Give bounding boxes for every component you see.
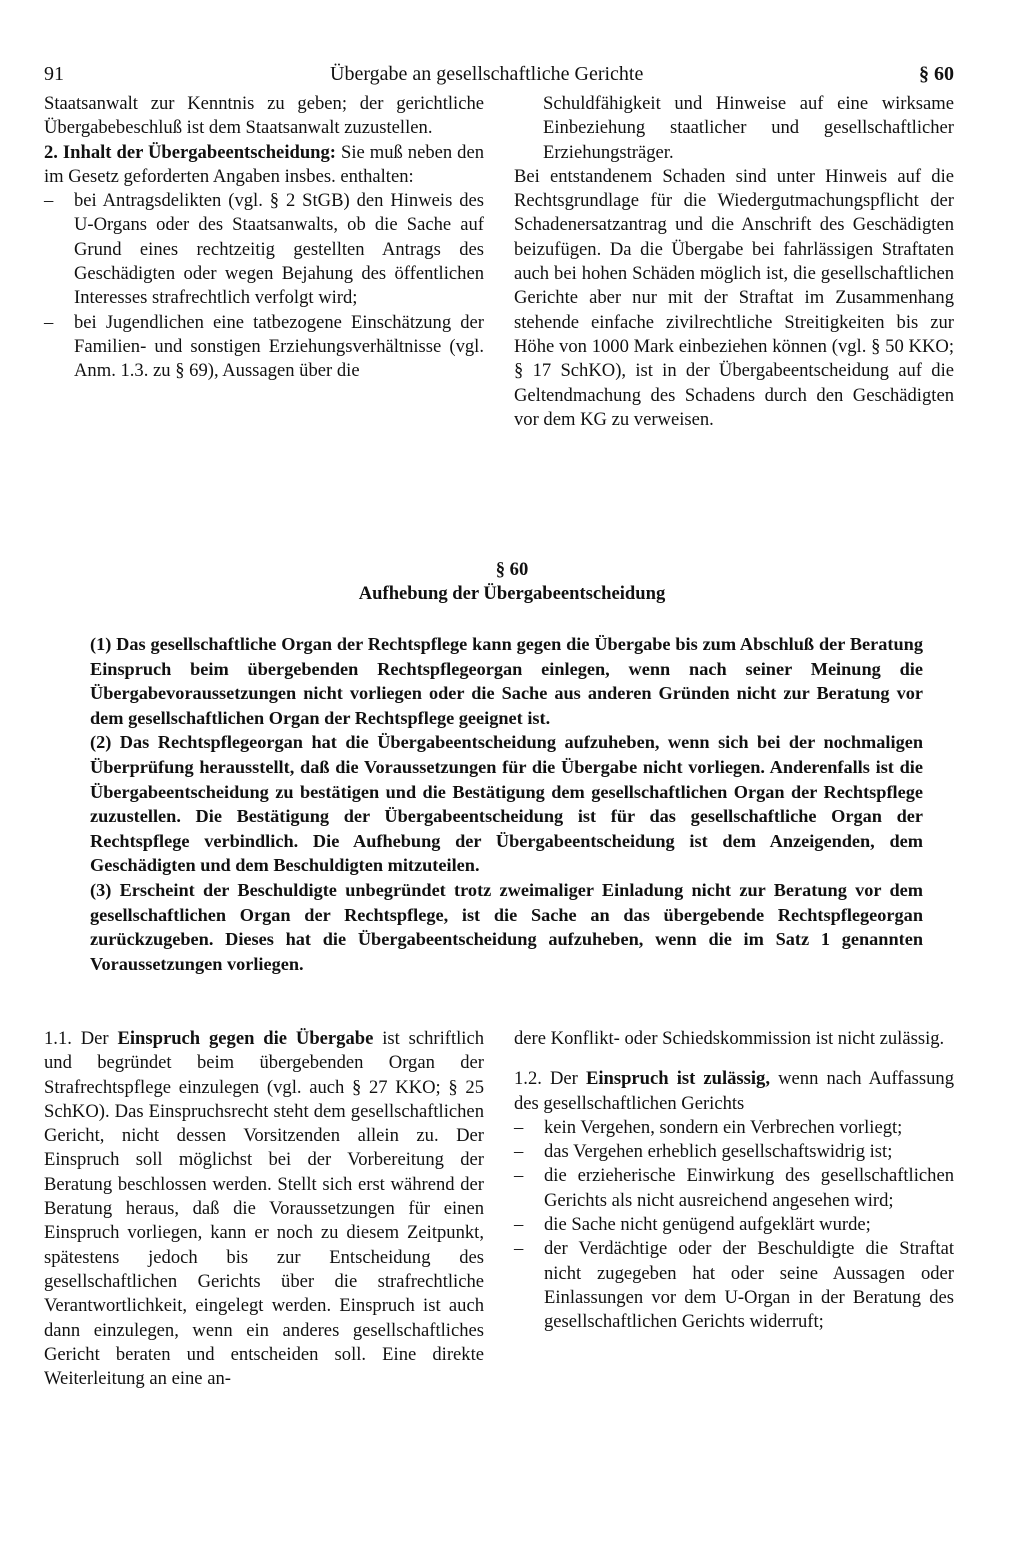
column-top-right <box>514 92 954 432</box>
list-item: – die erzieherische Einwirkung des gesellschaftlichen Gerichts als nicht ausreichend angesehen wird; <box>514 1164 954 1213</box>
dash-list <box>514 1116 954 1335</box>
column-bottom-right <box>514 1027 954 1335</box>
dash-list <box>44 189 484 383</box>
item-2-heading: 2. Inhalt der Übergabeentscheidung: <box>44 141 336 163</box>
note-keyword: Einspruch gegen die Übergabe <box>117 1028 374 1049</box>
note-text: wenn nach Auffassung des gesellschaftlichen Gerichts <box>514 1068 954 1114</box>
list-item: – bei Jugendlichen eine tatbezogene Einschätzung der Familien- und sonstigen Erziehungsverhältnisse (vgl. Anm. 1.3. zu § 69), Aussagen über die <box>44 311 484 384</box>
spacer <box>514 1051 954 1067</box>
paragraph-1-1 <box>44 1027 484 1391</box>
list-item: – kein Vergehen, sondern ein Verbrechen vorliegt; <box>514 1116 954 1140</box>
note-text: Der <box>541 1068 586 1090</box>
list-item: – die Sache nicht genügend aufgeklärt wurde; <box>514 1213 954 1237</box>
section-title: Aufhebung der Übergabeentscheidung <box>358 583 666 604</box>
paragraph-item-2 <box>44 141 484 190</box>
item-2-text: Sie muß neben den im Gesetz geforderten Angaben insbes. enthalten: <box>44 141 485 187</box>
page-number: 91 <box>44 63 64 85</box>
statute-paragraph-1: (1) Das gesellschaftliche Organ der Rechtspflege kann gegen die Übergabe bis zum Abschluß der Beratung Einspruch beim übergebenden Rechtspflegeorgan einlegen, wenn nach seiner Meinung die Übergabevoraussetzungen nicht vorliegen oder die Sache aus anderen Gründen nicht zur Beratung vor dem gesellschaftlichen Organ der Rechtspflege geeignet ist. <box>90 634 923 728</box>
running-title: Übergabe an gesellschaftliche Gerichte <box>330 63 644 85</box>
list-item: – das Vergehen erheblich gesellschaftswidrig ist; <box>514 1140 954 1164</box>
paragraph-damage: Bei entstandenem Schaden sind unter Hinweis auf die Rechtsgrundlage für die Wiedergutmachungspflicht der Schadenersatzantrag und die Anschrift des Geschädigten beizufügen. Da die Übergabe bei fahrlässigen Straftaten auch bei hohen Schäden möglich ist, die gesellschaftlichen Gerichte aber nur mit der Straftat im Zusammenhang stehende einfache zivilrechtliche Streitigkeiten bis zur Höhe von 1000 Mark einbeziehen können (vgl. § 50 KKO; § 17 SchKO), ist in der Übergabeentscheidung auf die Geltendmachung des Schadens durch den Geschädigten vor dem KG zu verweisen. <box>514 165 954 430</box>
list-item: – bei Antragsdelikten (vgl. § 2 StGB) den Hinweis des U-Organs oder des Staatsanwalts, ob die Sache auf Grund eines rechtzeitig gestellten Antrags des Geschädigten oder wegen Bejahung des öffentlichen Interesses strafrechtlich verfolgt wird; <box>44 189 484 310</box>
list-item: – der Verdächtige oder der Beschuldigte die Straftat nicht zugegeben hat oder seine Aussagen oder Einlassungen vor dem U-Organ in der Beratung des gesellschaftlichen Gerichts widerruft; <box>514 1237 954 1334</box>
running-section: § 60 <box>919 63 954 85</box>
note-number: 1.1. <box>44 1028 72 1049</box>
column-top-left <box>44 92 484 384</box>
statute-paragraph-3: (3) Erscheint der Beschuldigte unbegründet trotz zweimaliger Einladung nicht zur Beratung vor dem gesellschaftlichen Organ der Rechtspflege, ist die Sache an das übergebende Rechtspflegeorgan zurückzugeben. Dieses hat die Übergabeentscheidung aufzuheben, wenn die im Satz 1 genannten Voraussetzungen vorliegen. <box>90 879 923 974</box>
statute-paragraph-2: (2) Das Rechtspflegeorgan hat die Übergabeentscheidung aufzuheben, wenn sich bei der nochmaligen Überprüfung herausstellt, daß die Voraussetzungen für die Übergabe nicht vorliegen. Anderenfalls ist die Übergabeentscheidung zu bestätigen und die Bestätigung dem gesellschaftlichen Organ der Rechtspflege zuzustellen. Die Bestätigung der Übergabeentscheidung ist für das gesellschaftliche Organ der Rechtspflege verbindlich. Die Aufhebung der Übergabeentscheidung ist dem Anzeigenden, dem Geschädigten und dem Beschuldigten mitzuteilen. <box>90 732 923 876</box>
note-keyword: Einspruch ist zulässig, <box>585 1068 771 1090</box>
paragraph-continuation: Schuldfähigkeit und Hinweise auf eine wirksame Einbeziehung staatlicher und gesellschaftlicher Erziehungsträger. <box>543 93 954 163</box>
paragraph-1-2 <box>514 1067 954 1116</box>
paragraph-continuation: dere Konflikt- oder Schiedskommission ist nicht zulässig. <box>514 1028 945 1049</box>
section-number: § 60 <box>495 559 529 580</box>
note-number: 1.2. <box>514 1068 542 1090</box>
note-text: ist schriftlich und begründet beim übergebenden Organ der Strafrechtspflege einzulegen (vgl. auch § 27 KKO; § 25 SchKO). Das Einspruchsrecht steht dem gesellschaftlichen Gericht, nicht dessen Vorsitzenden allein zu. Der Einspruch soll möglichst bei der Vorbereitung der Beratung beschlossen werden. Stellt sich erst während der Beratung heraus, daß die Voraussetzungen für einen Einspruch vorliegen, kann er noch zu diesem Zeitpunkt, spätestens jedoch bis zur Entscheidung des gesellschaftlichen Gerichts über die strafrechtliche Verantwortlichkeit, eingelegt werden. Einspruch ist auch dann einzulegen, wenn ein anderes gesellschaftliches Gericht beraten und entscheiden soll. Eine direkte Weiterleitung an eine an- <box>44 1028 485 1390</box>
note-text: Der <box>71 1028 118 1049</box>
statute-text <box>90 632 923 976</box>
paragraph-continuation: Staatsanwalt zur Kenntnis zu geben; der gerichtliche Übergabebeschluß ist dem Staatsanwalt zuzustellen. <box>44 93 484 139</box>
column-bottom-left <box>44 1027 484 1391</box>
